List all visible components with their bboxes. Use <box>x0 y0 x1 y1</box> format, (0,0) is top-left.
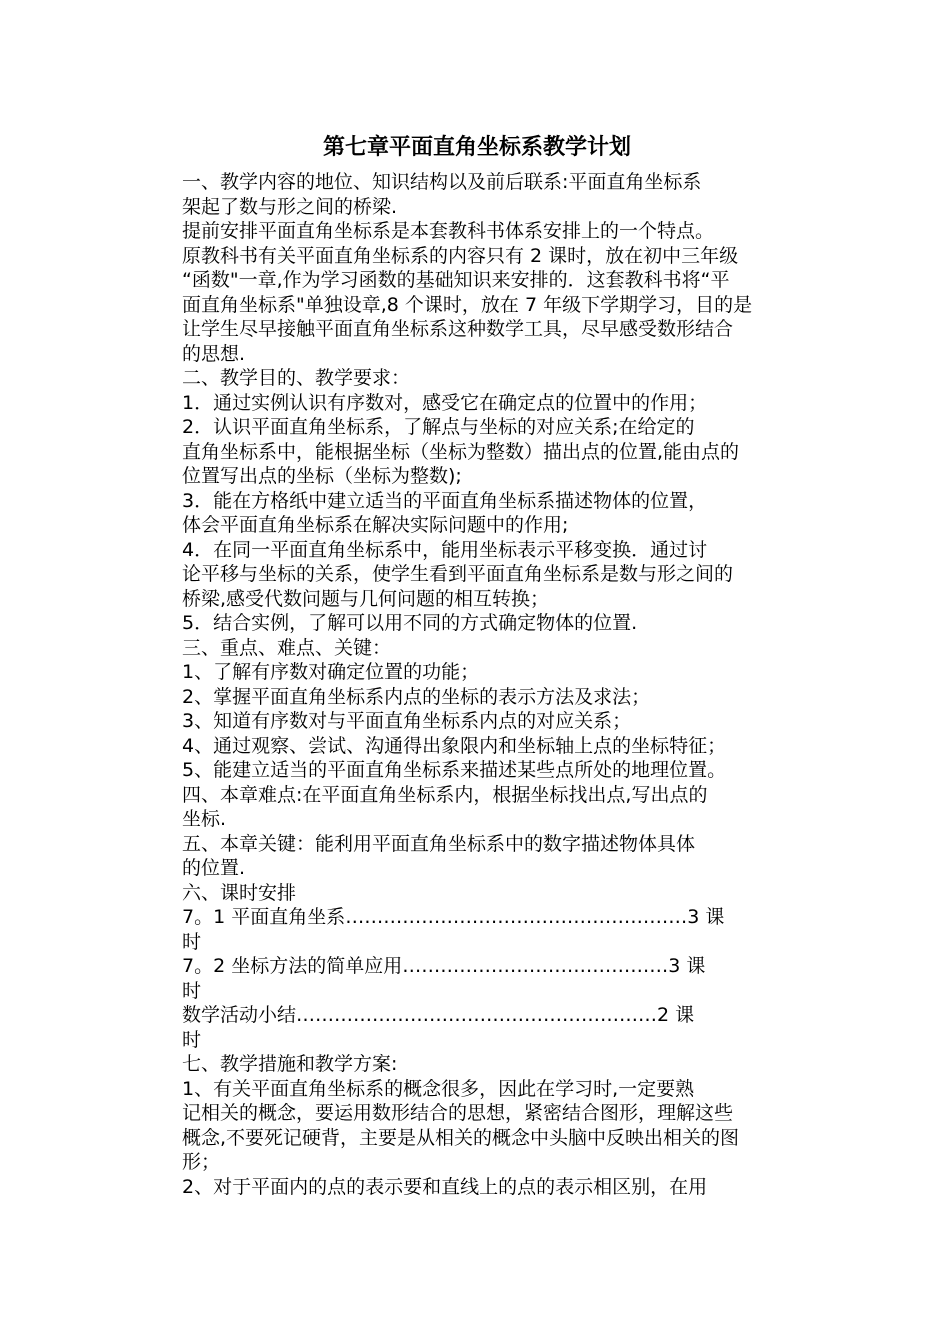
text-line: 五、本章关键：能利用平面直角坐标系中的数字描述物体具体 <box>182 832 696 855</box>
text-line: 概念,不要死记硬背，主要是从相关的概念中头脑中反映出相关的图 <box>182 1126 740 1149</box>
paragraph <box>144 611 810 636</box>
text-line: 时 <box>182 930 202 953</box>
paragraph <box>144 905 810 954</box>
text-line: “函数"一章,作为学习函数的基础知识来安排的．这套教科书将“平 <box>182 269 730 291</box>
text-line: 一、教学内容的地位、知识结构以及前后联系:平面直角坐标系 <box>182 171 702 193</box>
paragraph <box>144 954 810 1003</box>
text-line: 位置写出点的坐标（坐标为整数); <box>182 465 462 487</box>
text-line: 六、课时安排 <box>182 881 297 904</box>
text-line: 4．在同一平面直角坐标系中，能用坐标表示平移变换．通过讨 <box>182 538 708 561</box>
text-line: 体会平面直角坐标系在解决实际问题中的作用; <box>182 514 569 536</box>
text-line: 2、对于平面内的点的表示要和直线上的点的表示相区别，在用 <box>182 1175 708 1198</box>
text-line: 二、教学目的、教学要求： <box>182 367 411 389</box>
text-line: 数学活动小结…………………………………………………2 课 <box>182 1004 695 1026</box>
paragraph <box>144 1052 810 1077</box>
paragraph <box>144 636 810 661</box>
paragraph <box>144 758 810 783</box>
paragraph <box>144 170 810 219</box>
paragraph <box>144 415 810 489</box>
text-line: 2．认识平面直角坐标系，了解点与坐标的对应关系;在给定的 <box>182 416 695 438</box>
text-line: 1、了解有序数对确定位置的功能； <box>182 661 480 683</box>
text-line: 三、重点、难点、关键： <box>182 636 392 659</box>
paragraph <box>144 783 810 832</box>
text-line: 7。2 坐标方法的简单应用……………………………………3 课 <box>182 955 706 977</box>
paragraph <box>144 1077 810 1175</box>
document-page <box>144 130 810 1199</box>
text-line: 形； <box>182 1151 221 1173</box>
text-line: 1．通过实例认识有序数对，感受它在确定点的位置中的作用； <box>182 391 708 414</box>
paragraph <box>144 660 810 685</box>
text-line: 的思想. <box>182 342 246 365</box>
text-line: 桥梁,感受代数问题与几何问题的相互转换； <box>182 587 550 610</box>
paragraph <box>144 1003 810 1052</box>
text-line: 记相关的概念，要运用数形结合的思想，紧密结合图形，理解这些 <box>182 1102 734 1124</box>
paragraph <box>144 489 810 538</box>
text-line: 七、教学措施和教学方案: <box>182 1053 398 1075</box>
paragraph <box>144 832 810 881</box>
text-line: 的位置. <box>182 857 246 879</box>
paragraph <box>144 709 810 734</box>
document-title: 第七章平面直角坐标系教学计划 <box>322 135 631 160</box>
paragraph <box>144 881 810 906</box>
text-line: 提前安排平面直角坐标系是本套教科书体系安排上的一个特点。 <box>182 220 715 242</box>
text-line: 时 <box>182 1028 202 1051</box>
text-line: 3．能在方格纸中建立适当的平面直角坐标系描述物体的位置， <box>182 489 708 512</box>
paragraph <box>144 685 810 710</box>
paragraph <box>144 391 810 416</box>
text-line: 时 <box>182 979 202 1002</box>
text-line: 坐标. <box>182 808 227 830</box>
text-line: 论平移与坐标的关系，使学生看到平面直角坐标系是数与形之间的 <box>182 563 734 585</box>
text-line: 原教科书有关平面直角坐标系的内容只有 2 课时，放在初中三年级 <box>182 244 739 267</box>
paragraph <box>144 538 810 612</box>
text-line: 5．结合实例，了解可以用不同的方式确定物体的位置. <box>182 612 638 634</box>
text-line: 四、本章难点:在平面直角坐标系内，根据坐标找出点,写出点的 <box>182 783 708 806</box>
text-line: 架起了数与形之间的桥梁. <box>182 195 398 218</box>
text-line: 5、能建立适当的平面直角坐标系来描述某些点所处的地理位置。 <box>182 759 727 781</box>
paragraph <box>144 1175 810 1200</box>
paragraph <box>144 219 810 366</box>
text-line: 2、掌握平面直角坐标系内点的坐标的表示方法及求法； <box>182 685 651 708</box>
document-body <box>144 170 810 1199</box>
text-line: 1、有关平面直角坐标系的概念很多，因此在学习时,一定要熟 <box>182 1077 695 1100</box>
text-line: 让学生尽早接触平面直角坐标系这种数学工具，尽早感受数形结合 <box>182 318 734 340</box>
text-line: 7。1 平面直角坐系………………………………………………3 课 <box>182 906 725 928</box>
paragraph <box>144 366 810 391</box>
text-line: 4、通过观察、尝试、沟通得出象限内和坐标轴上点的坐标特征； <box>182 734 727 757</box>
text-line: 直角坐标系中，能根据坐标（坐标为整数）描出点的位置,能由点的 <box>182 440 740 463</box>
text-line: 面直角坐标系"单独设章,8 个课时，放在 7 年级下学期学习，目的是 <box>182 293 753 316</box>
paragraph <box>144 734 810 759</box>
text-line: 3、知道有序数对与平面直角坐标系内点的对应关系； <box>182 710 632 732</box>
